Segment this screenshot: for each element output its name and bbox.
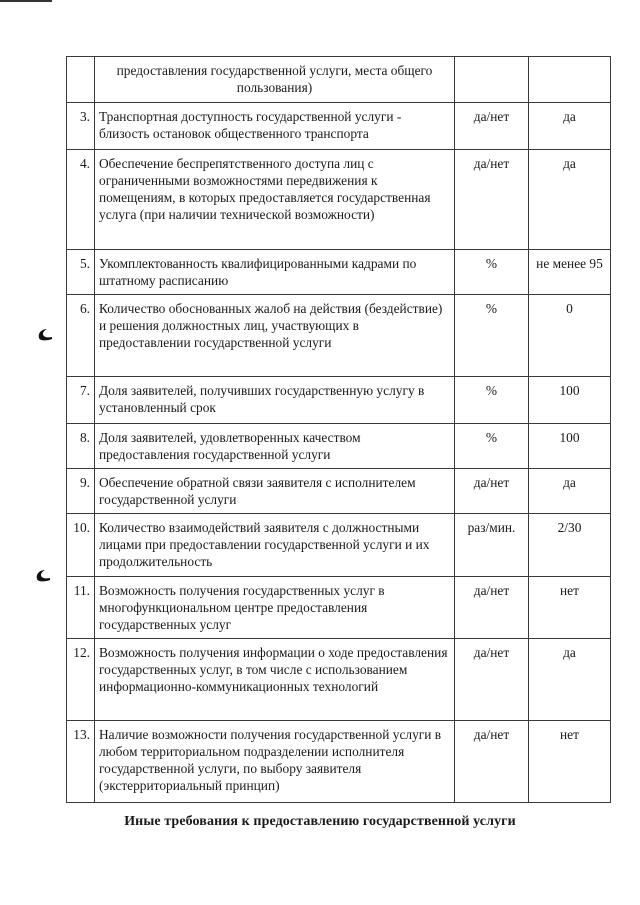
section-heading: Иные требования к предоставлению государственной услуги xyxy=(124,814,516,829)
unit-cell: да/нет xyxy=(455,469,529,514)
table-row xyxy=(67,57,611,103)
table-row xyxy=(67,103,611,150)
scan-edge-mark xyxy=(0,0,52,2)
criterion-text: Количество обоснованных жалоб на действия (бездействие) и решения должностных лиц, участвующих в предоставлении государственной услуги xyxy=(95,295,455,377)
unit-cell: % xyxy=(455,424,529,469)
criterion-text: Доля заявителей, получивших государственную услугу в установленный срок xyxy=(95,377,455,424)
value-cell: нет xyxy=(529,721,611,803)
criterion-text: Возможность получения государственных услуг в многофункциональном центре предоставления государственных услуг xyxy=(95,577,455,639)
row-number: 12. xyxy=(67,639,95,721)
criterion-text: Обеспечение беспрепятственного доступа лиц с ограниченными возможностями передвижения к помещениям, в которых предоставляется государственная услуга (при наличии технической возможности) xyxy=(95,150,455,250)
value-cell: да xyxy=(529,639,611,721)
punch-hole-mark xyxy=(35,569,51,583)
value-cell: 0 xyxy=(529,295,611,377)
criterion-text: Наличие возможности получения государственной услуги в любом территориальном подразделении исполнителя государственной услуги, по выбору заявителя (экстерриториальный принцип) xyxy=(95,721,455,803)
row-number: 9. xyxy=(67,469,95,514)
table-row xyxy=(67,514,611,577)
table-row xyxy=(67,577,611,639)
row-number: 6. xyxy=(67,295,95,377)
row-number: 13. xyxy=(67,721,95,803)
table-row xyxy=(67,150,611,250)
unit-cell: да/нет xyxy=(455,721,529,803)
value-cell: не менее 95 xyxy=(529,250,611,295)
value-cell: 100 xyxy=(529,377,611,424)
row-number: 8. xyxy=(67,424,95,469)
criterion-text: Количество взаимодействий заявителя с должностными лицами при предоставлении государственной услуги и их продолжительность xyxy=(95,514,455,577)
unit-cell xyxy=(455,57,529,103)
unit-cell: да/нет xyxy=(455,577,529,639)
unit-cell: раз/мин. xyxy=(455,514,529,577)
value-cell: да xyxy=(529,103,611,150)
unit-cell: да/нет xyxy=(455,150,529,250)
row-number: 3. xyxy=(67,103,95,150)
table-row xyxy=(67,469,611,514)
row-number: 11. xyxy=(67,577,95,639)
criterion-text: Транспортная доступность государственной услуги - близость остановок общественного транспорта xyxy=(95,103,455,150)
value-cell xyxy=(529,57,611,103)
row-number xyxy=(67,57,95,103)
unit-cell: да/нет xyxy=(455,103,529,150)
criterion-text: Доля заявителей, удовлетворенных качеством предоставления государственной услуги xyxy=(95,424,455,469)
table-row xyxy=(67,424,611,469)
unit-cell: % xyxy=(455,377,529,424)
value-cell: да xyxy=(529,469,611,514)
value-cell: 100 xyxy=(529,424,611,469)
table-row xyxy=(67,250,611,295)
criterion-text: предоставления государственной услуги, места общего пользования) xyxy=(95,57,455,103)
table-row xyxy=(67,377,611,424)
quality-criteria-table xyxy=(66,56,611,803)
table-row xyxy=(67,295,611,377)
value-cell: нет xyxy=(529,577,611,639)
unit-cell: да/нет xyxy=(455,639,529,721)
row-number: 5. xyxy=(67,250,95,295)
table-row xyxy=(67,721,611,803)
row-number: 4. xyxy=(67,150,95,250)
unit-cell: % xyxy=(455,295,529,377)
value-cell: да xyxy=(529,150,611,250)
criterion-text: Укомплектованность квалифицированными кадрами по штатному расписанию xyxy=(95,250,455,295)
punch-hole-mark xyxy=(37,328,53,342)
criterion-text: Возможность получения информации о ходе предоставления государственных услуг, в том числе с использованием информационно-коммуникационных технологий xyxy=(95,639,455,721)
criterion-text: Обеспечение обратной связи заявителя с исполнителем государственной услуги xyxy=(95,469,455,514)
row-number: 10. xyxy=(67,514,95,577)
table-row xyxy=(67,639,611,721)
value-cell: 2/30 xyxy=(529,514,611,577)
unit-cell: % xyxy=(455,250,529,295)
row-number: 7. xyxy=(67,377,95,424)
